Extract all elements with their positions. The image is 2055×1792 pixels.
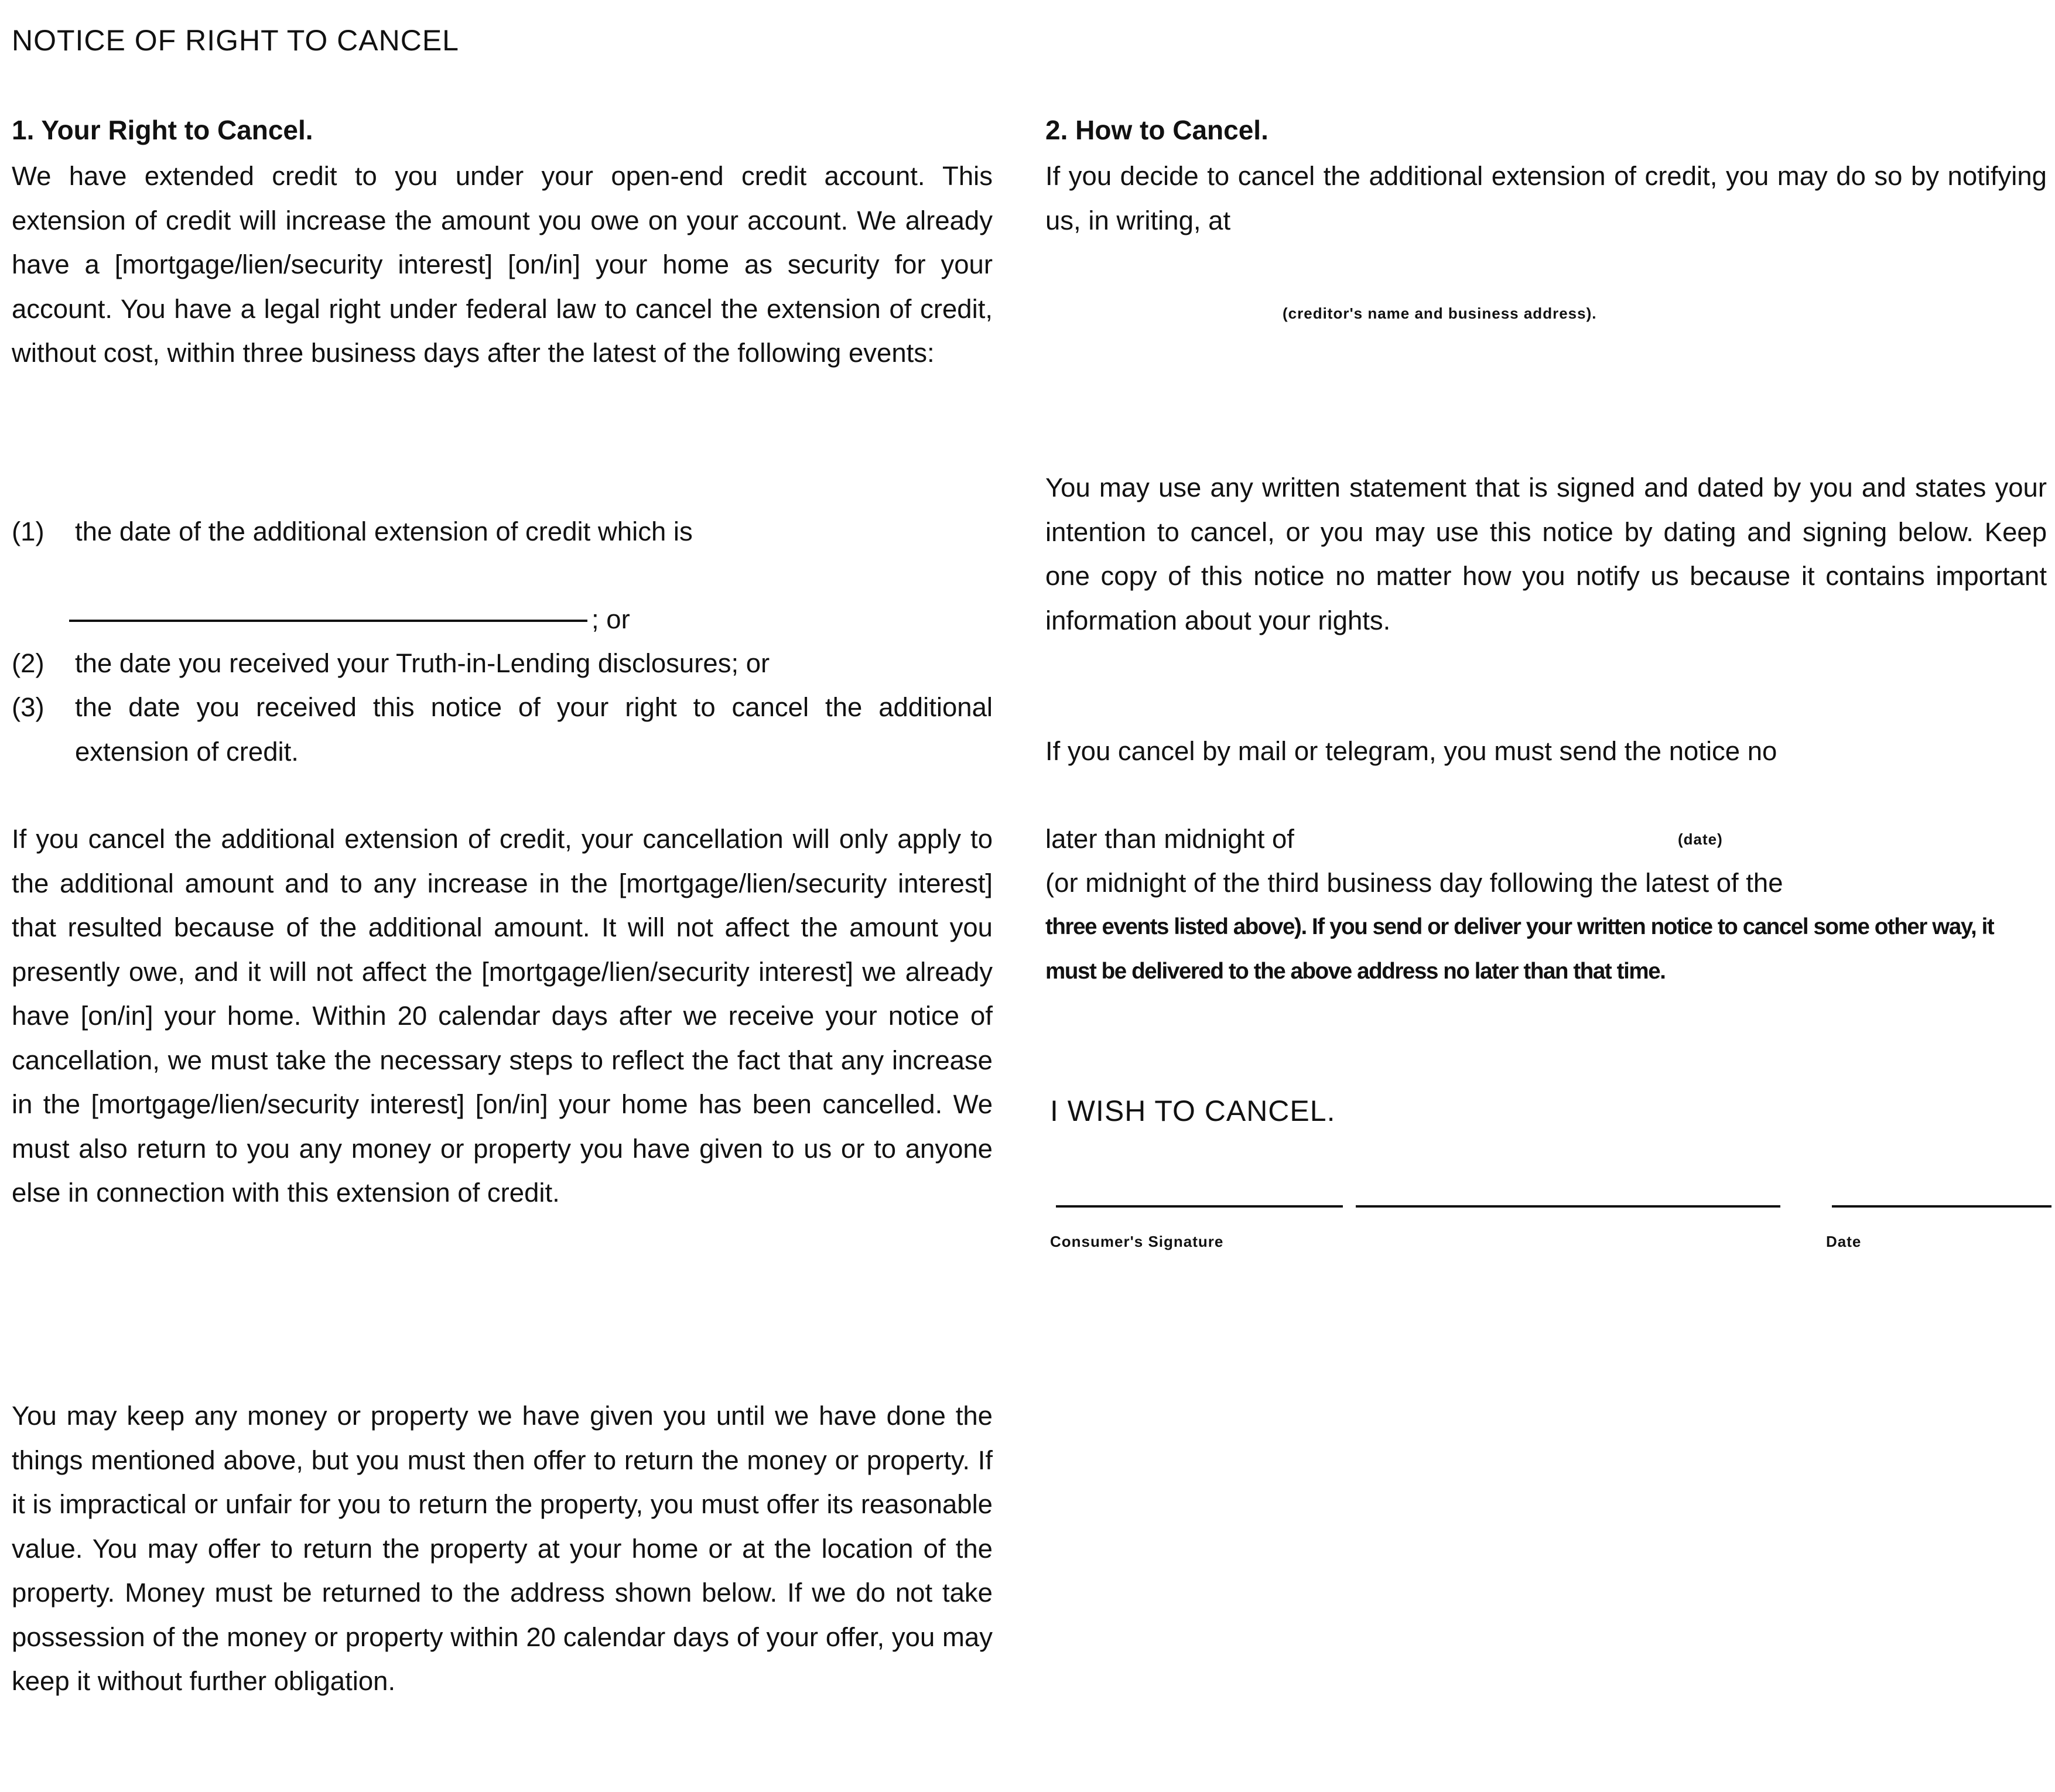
signature-label: Consumer's Signature xyxy=(1050,1233,1224,1250)
page-title: NOTICE OF RIGHT TO CANCEL xyxy=(12,24,459,57)
event-item xyxy=(12,641,993,686)
event-item xyxy=(12,685,993,774)
creditor-placeholder: (creditor's name and business address). xyxy=(1283,305,1597,322)
credit-date-blank-line xyxy=(69,620,587,622)
date-label: Date xyxy=(1826,1233,1862,1250)
wish-to-cancel: I WISH TO CANCEL. xyxy=(1050,1095,1336,1127)
section-1-heading: 1. Your Right to Cancel. xyxy=(12,115,313,145)
or-midnight-line: (or midnight of the third business day following the latest of the xyxy=(1045,868,1783,898)
event-text: the date you received this notice of your right to cancel the additional extension of credit. xyxy=(75,692,993,767)
date-line xyxy=(1832,1205,2051,1208)
event-item xyxy=(12,509,993,554)
event-number: (3) xyxy=(12,692,45,722)
deadline-bold-paragraph: three events listed above). If you send or deliver your written notice to cancel some other way, it must be delivered to the above address no later than that time. xyxy=(1045,914,1994,984)
blank-suffix: ; or xyxy=(591,604,630,634)
mail-telegram-line: If you cancel by mail or telegram, you must send the notice no xyxy=(1045,736,1777,766)
event-text: the date of the additional extension of credit which is xyxy=(75,517,693,546)
cancellation-effect-paragraph: If you cancel the additional extension of credit, your cancellation will only apply to the additional amount and to any increase in the [mortgage/lien/security interest] that resulted because of the additional amount. It will not affect the amount you presently owe, and it will not affect the [mortgage/lien/security interest] we already have [on/in] your home. Within 20 calendar days after we receive your notice of cancellation, we must take the necessary steps to reflect the fact that any increase in the [mortgage/lien/security interest] [on/in] your home has been cancelled. We must also return to you any money or property you have given to us or to anyone else in connection with this extension of credit. xyxy=(12,824,993,1208)
section-1-intro: We have extended credit to you under your open-end credit account. This extension of credit will increase the amount you owe on your account. We already have a [mortgage/lien/security interest] [on/in] your home as security for your account. You have a legal right under federal law to cancel the extension of credit, without cost, within three business days after the latest of the following events: xyxy=(12,161,993,368)
later-than-text: later than midnight of xyxy=(1045,824,1294,854)
section-2-intro: If you decide to cancel the additional extension of credit, you may do so by notifying us, in writing, at xyxy=(1045,161,2047,235)
signature-line xyxy=(1356,1205,1780,1208)
keep-money-paragraph: You may keep any money or property we have given you until we have done the things mentioned above, but you must then offer to return the money or property. If it is impractical or unfair for you to return the property, you must offer its reasonable value. You may offer to return the property at your home or at the location of the property. Money must be returned to the address shown below. If we do not take possession of the money or property within 20 calendar days of your offer, you may keep it without further obligation. xyxy=(12,1401,993,1696)
date-placeholder: (date) xyxy=(1678,830,1723,848)
event-number: (2) xyxy=(12,648,45,678)
section-2-heading: 2. How to Cancel. xyxy=(1045,115,1268,145)
written-statement-paragraph: You may use any written statement that is signed and dated by you and states your intention to cancel, or you may use this notice by dating and signing below. Keep one copy of this notice no matter how you notify us because it contains important information about your rights. xyxy=(1045,473,2047,635)
event-number: (1) xyxy=(12,517,45,546)
signature-line xyxy=(1056,1205,1343,1208)
event-text: the date you received your Truth-in-Lending disclosures; or xyxy=(75,648,770,678)
